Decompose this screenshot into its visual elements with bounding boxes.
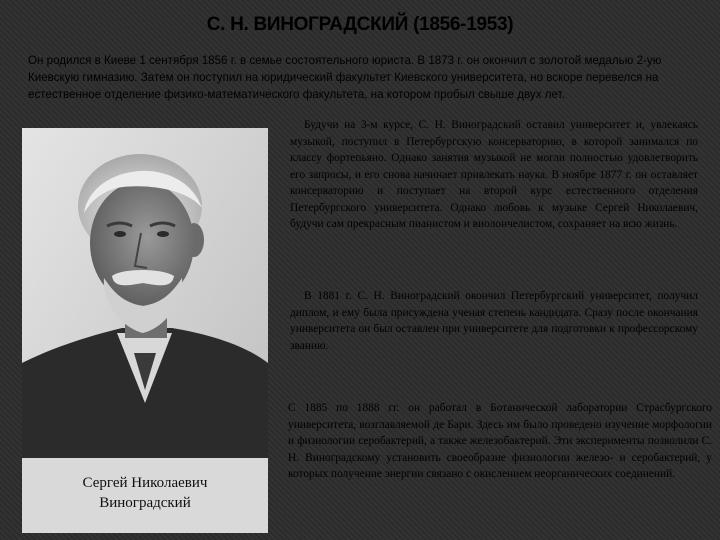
portrait-photo bbox=[22, 128, 268, 533]
paragraph-strasbourg: С 1885 по 1888 гг. он работал в Ботанической лаборатории Страсбургского университета, возглавляемой де Бари. Здесь им было проведено изучение морфологии и физиологии серобактерий, а также железобактерий. Эти эксперименты позволили С. Н. Виноградскому установить своеобразие физиологии железо- и серобактерий, у которых получение энергии связано с окислением неорганических соединений. bbox=[288, 402, 712, 480]
caption-line-1: Сергей Николаевич bbox=[82, 475, 208, 491]
caption-line-2: Виноградский bbox=[99, 495, 191, 511]
intro-paragraph: Он родился в Киеве 1 сентября 1856 г. в семье состоятельного юриста. В 1873 г. он окончил с золотой медалью 2-ую Киевскую гимназию. Затем он поступил на юридический факультет Киевского университета, но вскоре перевелся на естественное отделение физико-математического факультета, на котором пробыл свыше двух лет. bbox=[28, 54, 662, 101]
page-title: С. Н. ВИНОГРАДСКИЙ (1856-1953) bbox=[206, 14, 514, 35]
portrait-caption bbox=[22, 473, 268, 513]
paragraph-graduation: В 1881 г. С. Н. Виноградский окончил Петербургский университет, получил диплом, и ему была присуждена ученая степень кандидата. Сразу после окончания университета он был оставлен при университете для подготовки к профессорскому званию. bbox=[290, 290, 698, 352]
paragraph-conservatory: Будучи на 3-м курсе, С. Н. Виноградский оставил университет и, увлекаясь музыкой, поступил в Петербургскую консерваторию, в которой занимался по классу фортепьяно. Однако занятия музыкой не могли полностью удовлетворить его запросы, и его снова начинает привлекать наука. В ноябре 1877 г. он оставляет консерваторию и поступает на второй курс естественного отделения Петербургского университета. Однако любовь к музыке Сергей Николаевич, будучи сам прекрасным пианистом и виолончелистом, сохраняет на всю жизнь. bbox=[290, 119, 698, 230]
